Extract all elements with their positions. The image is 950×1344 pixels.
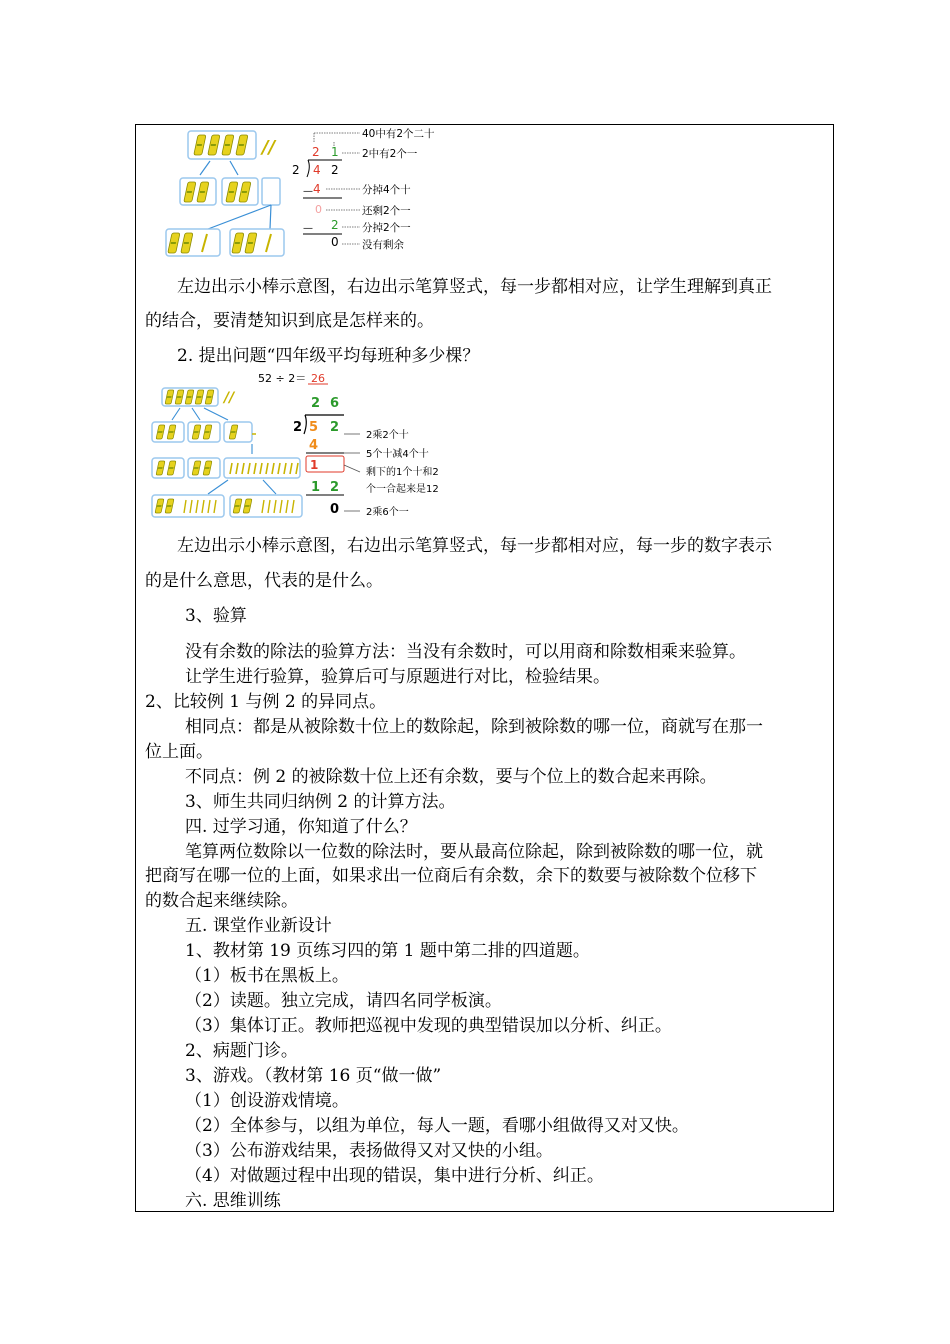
dividend-tens-digit: 4 bbox=[313, 163, 321, 177]
q2-annotation-5: 2乘6个一 bbox=[366, 507, 409, 518]
figure-1-stick-division-diagram bbox=[160, 125, 460, 260]
section-5-title: 五. 课堂作业新设计 bbox=[185, 916, 332, 936]
section-3-title: 3、验算 bbox=[185, 606, 247, 626]
q2-quotient-ones: 6 bbox=[330, 396, 340, 411]
q2-quotient-tens: 2 bbox=[311, 396, 321, 411]
q2-divisor: 2 bbox=[293, 420, 303, 435]
section-5-line-9: （3）公布游戏结果，表扬做得又对又快的小组。 bbox=[185, 1141, 553, 1161]
annotation-3: 分掉4个十 bbox=[362, 184, 411, 196]
section-5-line-6: 3、游戏。（教材第 16 页“做一做” bbox=[185, 1066, 442, 1086]
section-5-line-5: 2、病题门诊。 bbox=[185, 1041, 298, 1061]
annotation-4: 还剩2个一 bbox=[362, 205, 411, 217]
q2-annotation-3: 剩下的1个十和2 bbox=[366, 467, 439, 478]
two-ones-sticks-2: // bbox=[224, 390, 235, 406]
section-5-line-7: （1）创设游戏情境。 bbox=[185, 1091, 349, 1111]
step-final-remainder: 0 bbox=[331, 235, 339, 249]
section-5-line-8: （2）全体参与，以组为单位，每人一题，看哪小组做得又对又快。 bbox=[185, 1116, 689, 1136]
section-3-line-4a: 相同点：都是从被除数十位上的数除起，除到被除数的哪一位，商就写在那一 bbox=[185, 717, 763, 737]
question-2: 2. 提出问题“四年级平均每班种多少棵？ bbox=[177, 346, 480, 366]
section-5-line-1: 1、教材第 19 页练习四的第 1 题中第二排的四道题。 bbox=[185, 941, 590, 961]
step-remainder-tens: 0 bbox=[315, 203, 322, 216]
equation-answer: 26 bbox=[311, 372, 325, 385]
paragraph-1-line-1: 左边出示小棒示意图，右边出示笔算竖式，每一步都相对应，让学生理解到真正 bbox=[177, 277, 772, 297]
q2-step-remainder: 1 bbox=[310, 458, 319, 472]
section-3-line-2: 让学生进行验算，验算后可与原题进行对比，检验结果。 bbox=[185, 667, 610, 687]
q2-annotation-4: 个一合起来是12 bbox=[366, 484, 439, 495]
section-3-line-5: 不同点：例 2 的被除数十位上还有余数，要与个位上的数合起来再除。 bbox=[185, 767, 717, 787]
figure-2-stick-division-diagram bbox=[148, 368, 468, 524]
divisor: 2 bbox=[292, 163, 300, 177]
annotation-2: 2中有2个一 bbox=[362, 148, 418, 160]
q2-annotation-2: 5个十减4个十 bbox=[366, 449, 429, 460]
annotation-1: 40中有2个二十 bbox=[362, 128, 435, 140]
paragraph-2-line-2: 的是什么意思，代表的是什么。 bbox=[145, 571, 383, 591]
dividend-ones-digit: 2 bbox=[331, 163, 339, 177]
minus-sign-2: — bbox=[303, 223, 313, 234]
section-4-line-1: 笔算两位数除以一位数的除法时，要从最高位除起，除到被除数的哪一位，就 bbox=[185, 842, 763, 862]
q2-step-tens-of-12: 1 bbox=[311, 480, 321, 495]
q2-dividend-ones: 2 bbox=[330, 420, 340, 435]
quotient-ones-digit: 1 bbox=[331, 145, 339, 159]
q2-annotation-1: 2乘2个十 bbox=[366, 430, 409, 441]
section-3-line-1: 没有余数的除法的验算方法：当没有余数时，可以用商和除数相乘来验算。 bbox=[185, 642, 746, 662]
twelve-ones-box bbox=[224, 458, 300, 478]
annotation-6: 没有剩余 bbox=[362, 239, 404, 251]
section-6-title: 六. 思维训练 bbox=[185, 1191, 281, 1211]
section-5-line-4: （3）集体订正。教师把巡视中发现的典型错误加以分析、纠正。 bbox=[185, 1016, 672, 1036]
annotation-5: 分掉2个一 bbox=[362, 222, 411, 234]
ones-box bbox=[262, 178, 280, 205]
section-5-line-2: （1）板书在黑板上。 bbox=[185, 966, 349, 986]
section-5-line-10: （4）对做题过程中出现的错误，集中进行分析、纠正。 bbox=[185, 1166, 604, 1186]
q2-dividend-tens: 5 bbox=[309, 420, 319, 435]
section-4-title: 四. 过学习通，你知道了什么？ bbox=[185, 817, 417, 837]
quotient-tens-digit: 2 bbox=[312, 145, 320, 159]
section-3-line-4b: 位上面。 bbox=[145, 742, 213, 762]
step-subtract-tens: 4 bbox=[313, 182, 321, 196]
q2-final-remainder: 0 bbox=[330, 502, 340, 517]
q2-step-ones-of-12: 2 bbox=[330, 480, 340, 495]
section-3-line-3: 2、比较例 1 与例 2 的异同点。 bbox=[145, 692, 387, 712]
section-3-line-6: 3、师生共同归纳例 2 的计算方法。 bbox=[185, 792, 456, 812]
step-subtract-ones: 2 bbox=[331, 218, 339, 232]
paragraph-1-line-2: 的结合，要清楚知识到底是怎样来的。 bbox=[145, 311, 434, 331]
section-4-line-3: 的数合起来继续除。 bbox=[145, 891, 298, 911]
section-4-line-2: 把商写在哪一位的上面，如果求出一位商后有余数，余下的数要与被除数个位移下 bbox=[145, 866, 757, 886]
minus-sign-1: — bbox=[303, 186, 313, 197]
equation-left: 52 ÷ 2＝ bbox=[258, 372, 307, 385]
two-ones-sticks: // bbox=[262, 137, 276, 158]
section-5-line-3: （2）读题。独立完成，请四名同学板演。 bbox=[185, 991, 502, 1011]
paragraph-2-line-1: 左边出示小棒示意图，右边出示笔算竖式，每一步都相对应，每一步的数字表示 bbox=[177, 536, 772, 556]
q2-step-subtract-tens: 4 bbox=[309, 438, 319, 453]
